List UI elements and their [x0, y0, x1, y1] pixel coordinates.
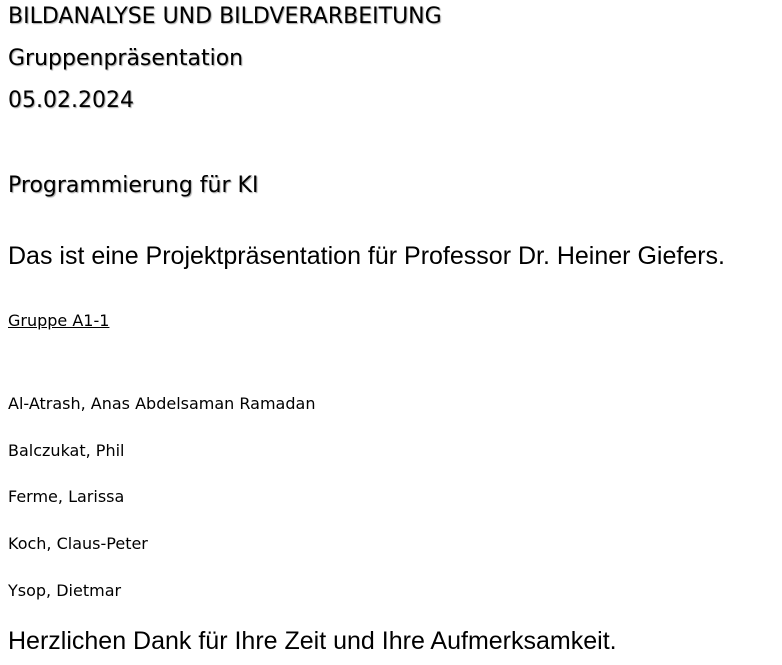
presentation-date: 05.02.2024: [8, 88, 134, 113]
course-topic: Programmierung für KI: [8, 173, 259, 198]
group-member: Ysop, Dietmar: [8, 581, 122, 600]
group-member: Koch, Claus-Peter: [8, 534, 148, 553]
document-title: BILDANALYSE UND BILDVERARBEITUNG: [8, 4, 442, 29]
document-subtitle: Gruppenpräsentation: [8, 46, 244, 71]
group-member: Balczukat, Phil: [8, 441, 125, 460]
group-label: Gruppe A1-1: [8, 311, 110, 330]
group-member: Ferme, Larissa: [8, 487, 125, 506]
closing-text: Herzlichen Dank für Ihre Zeit und Ihre Aufmerksamkeit.: [8, 627, 617, 655]
group-member: Al-Atrash, Anas Abdelsaman Ramadan: [8, 394, 316, 413]
intro-text: Das ist eine Projektpräsentation für Professor Dr. Heiner Giefers.: [8, 242, 725, 270]
